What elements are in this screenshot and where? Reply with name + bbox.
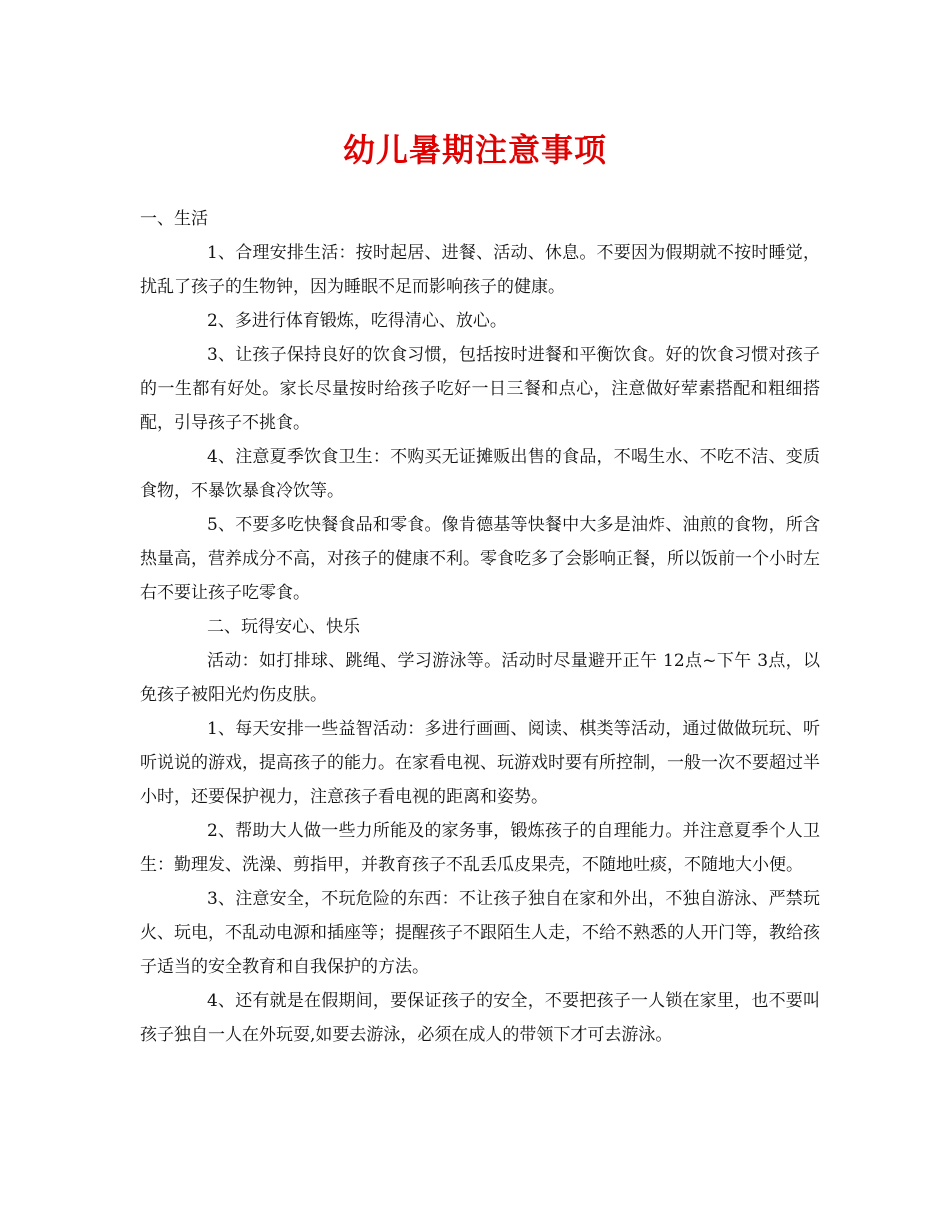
paragraph-fast-food: 5、不要多吃快餐食品和零食。像肯德基等快餐中大多是油炸、油煎的食物，所含热量高，营养成分不高，对孩子的健康不利。零食吃多了会影响正餐，所以饭前一个小时左右不要让孩子吃零食。 (140, 515, 820, 603)
paragraph-eating-habits: 3、让孩子保持良好的饮食习惯，包括按时进餐和平衡饮食。好的饮食习惯对孩子的一生都有好处。家长尽量按时给孩子吃好一日三餐和点心，注意做好荤素搭配和粗细搭配，引导孩子不挑食。 (140, 345, 820, 433)
paragraph-holiday-safety: 4、还有就是在假期间，要保证孩子的安全，不要把孩子一人锁在家里，也不要叫孩子独自一人在外玩耍,如要去游泳，必须在成人的带领下才可去游泳。 (140, 991, 820, 1045)
paragraph-activities: 活动：如打排球、跳绳、学习游泳等。活动时尽量避开正午 12点~下午 3点，以免孩子被阳光灼伤皮肤。 (140, 651, 820, 705)
paragraph-safety: 3、注意安全，不玩危险的东西：不让孩子独自在家和外出，不独自游泳、严禁玩火、玩电，不乱动电源和插座等；提醒孩子不跟陌生人走，不给不熟悉的人开门等，教给孩子适当的安全教育和自我保护的方法。 (140, 889, 820, 977)
paragraph-educational-activities: 1、每天安排一些益智活动：多进行画画、阅读、棋类等活动，通过做做玩玩、听听说说的游戏，提高孩子的能力。在家看电视、玩游戏时要有所控制，一般一次不要超过半小时，还要保护视力，注意孩子看电视的距离和姿势。 (140, 719, 820, 807)
document-body (140, 202, 820, 1052)
paragraph-exercise: 2、多进行体育锻炼，吃得清心、放心。 (207, 311, 507, 331)
section-heading-play: 二、玩得安心、快乐 (207, 617, 360, 637)
section-heading-life: 一、生活 (140, 209, 208, 229)
page-title: 幼儿暑期注意事项 (342, 131, 607, 169)
paragraph-housework: 2、帮助大人做一些力所能及的家务事，锻炼孩子的自理能力。并注意夏季个人卫生：勤理发、洗澡、剪指甲，并教育孩子不乱丢瓜皮果壳，不随地吐痰，不随地大小便。 (140, 821, 820, 875)
paragraph-food-hygiene: 4、注意夏季饮食卫生：不购买无证摊贩出售的食品，不喝生水、不吃不洁、变质食物，不暴饮暴食冷饮等。 (140, 447, 820, 501)
paragraph-schedule: 1、合理安排生活：按时起居、进餐、活动、休息。不要因为假期就不按时睡觉，扰乱了孩子的生物钟，因为睡眠不足而影响孩子的健康。 (140, 243, 820, 297)
